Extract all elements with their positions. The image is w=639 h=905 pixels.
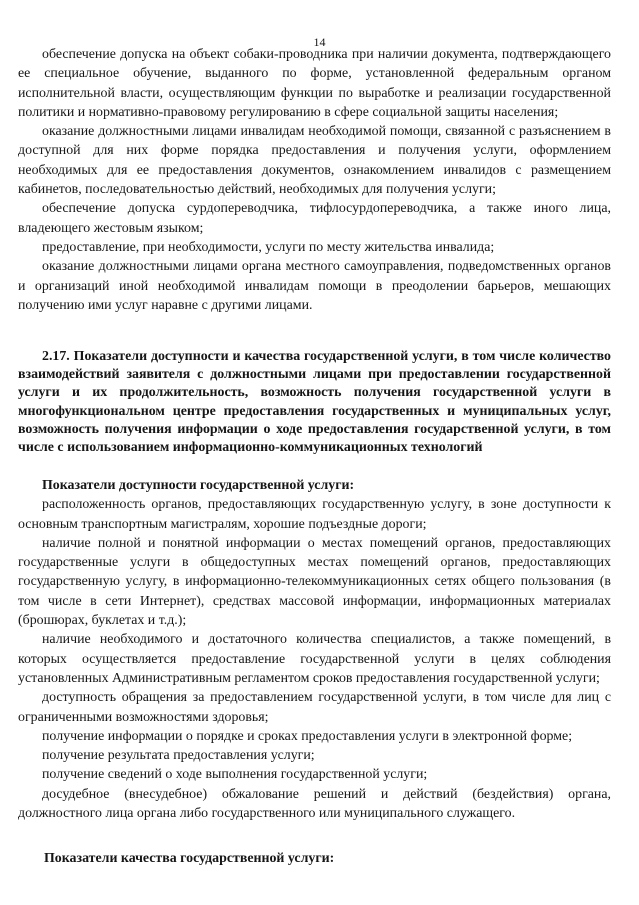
subheading-quality: Показатели качества государственной услуги: bbox=[44, 851, 335, 866]
list-item: расположенность органов, предоставляющих государственную услугу, в зоне доступности к основным транспортным магистралям, хорошие подъездные дороги; bbox=[18, 497, 611, 532]
list-item: предоставление, при необходимости, услуги по месту жительства инвалида; bbox=[42, 239, 495, 255]
subheading-availability: Показатели доступности государственной услуги: bbox=[42, 478, 355, 493]
section-heading: 2.17. Показатели доступности и качества государственной услуги, в том числе количество взаимодействий заявителя с должностными лицами при предоставлении государственной услуги и их продолжительность, возможность получения государственной услуги в многофункциональном центре предоставления государственных и муниципальных услуг, возможность получения информации о ходе предоставления государственной услуги, в том числе с использованием информационно-коммуникационных технологий bbox=[18, 349, 611, 456]
list-item: получение информации о порядке и сроках предоставления услуги в электронной форме; bbox=[42, 728, 573, 744]
section-2-17 bbox=[18, 348, 611, 457]
list-item: досудебное (внесудебное) обжалование решений и действий (бездействия) органа, должностного лица органа либо государственного или муниципального служащего. bbox=[18, 786, 611, 822]
list-item: обеспечение допуска сурдопереводчика, тифлосурдопереводчика, а также иного лица, владеющего жестовым языком; bbox=[18, 201, 611, 236]
list-item: наличие необходимого и достаточного количества специалистов, а также помещений, в которых осуществляется предоставление государственной услуги в целях соблюдения установленных Административным регламентом сроков предоставления государственной услуги; bbox=[18, 632, 611, 686]
list-item: получение сведений о ходе выполнения государственной услуги; bbox=[42, 767, 428, 783]
list-item: доступность обращения за предоставлением государственной услуги, в том числе для лиц с ограниченными возможностями здоровья; bbox=[18, 690, 611, 725]
quality-indicators bbox=[44, 849, 604, 868]
availability-indicators bbox=[18, 476, 611, 823]
list-item: получение результата предоставления услуги; bbox=[42, 748, 315, 764]
list-item: наличие полной и понятной информации о местах помещений органов, предоставляющих государственные услуги в общедоступных местах помещений органов, предоставляющих государственную услугу, в информационно-телекоммуникационных сетях общего пользования (в том числе в сети Интернет), средствах массовой информации, информационных материалах (брошюрах, буклетах и т.д.); bbox=[18, 535, 611, 629]
list-item: оказание должностными лицами органа местного самоуправления, подведомственных органов и организаций иной необходимой инвалидам помощи в преодолении барьеров, мешающих получению ими услуг наравне с другими лицами. bbox=[18, 259, 611, 313]
list-item: оказание должностными лицами инвалидам необходимой помощи, связанной с разъяснением в доступной для них форме порядка предоставления и получения услуги, оформлением необходимых для ее предоставления документов, ознакомлением инвалидов с размещением кабинетов, последовательностью действий, необходимых для получения услуги; bbox=[18, 124, 611, 198]
page-number: 14 bbox=[313, 35, 326, 49]
accessibility-measures-list bbox=[18, 45, 611, 315]
list-item: обеспечение допуска на объект собаки-проводника при наличии документа, подтверждающего ее специальное обучение, выданного по форме, установленной федеральным органом исполнительной власти, осуществляющим функции по выработке и реализации государственной политики и нормативно-правовому регулированию в сфере социальной защиты населения; bbox=[18, 47, 611, 120]
